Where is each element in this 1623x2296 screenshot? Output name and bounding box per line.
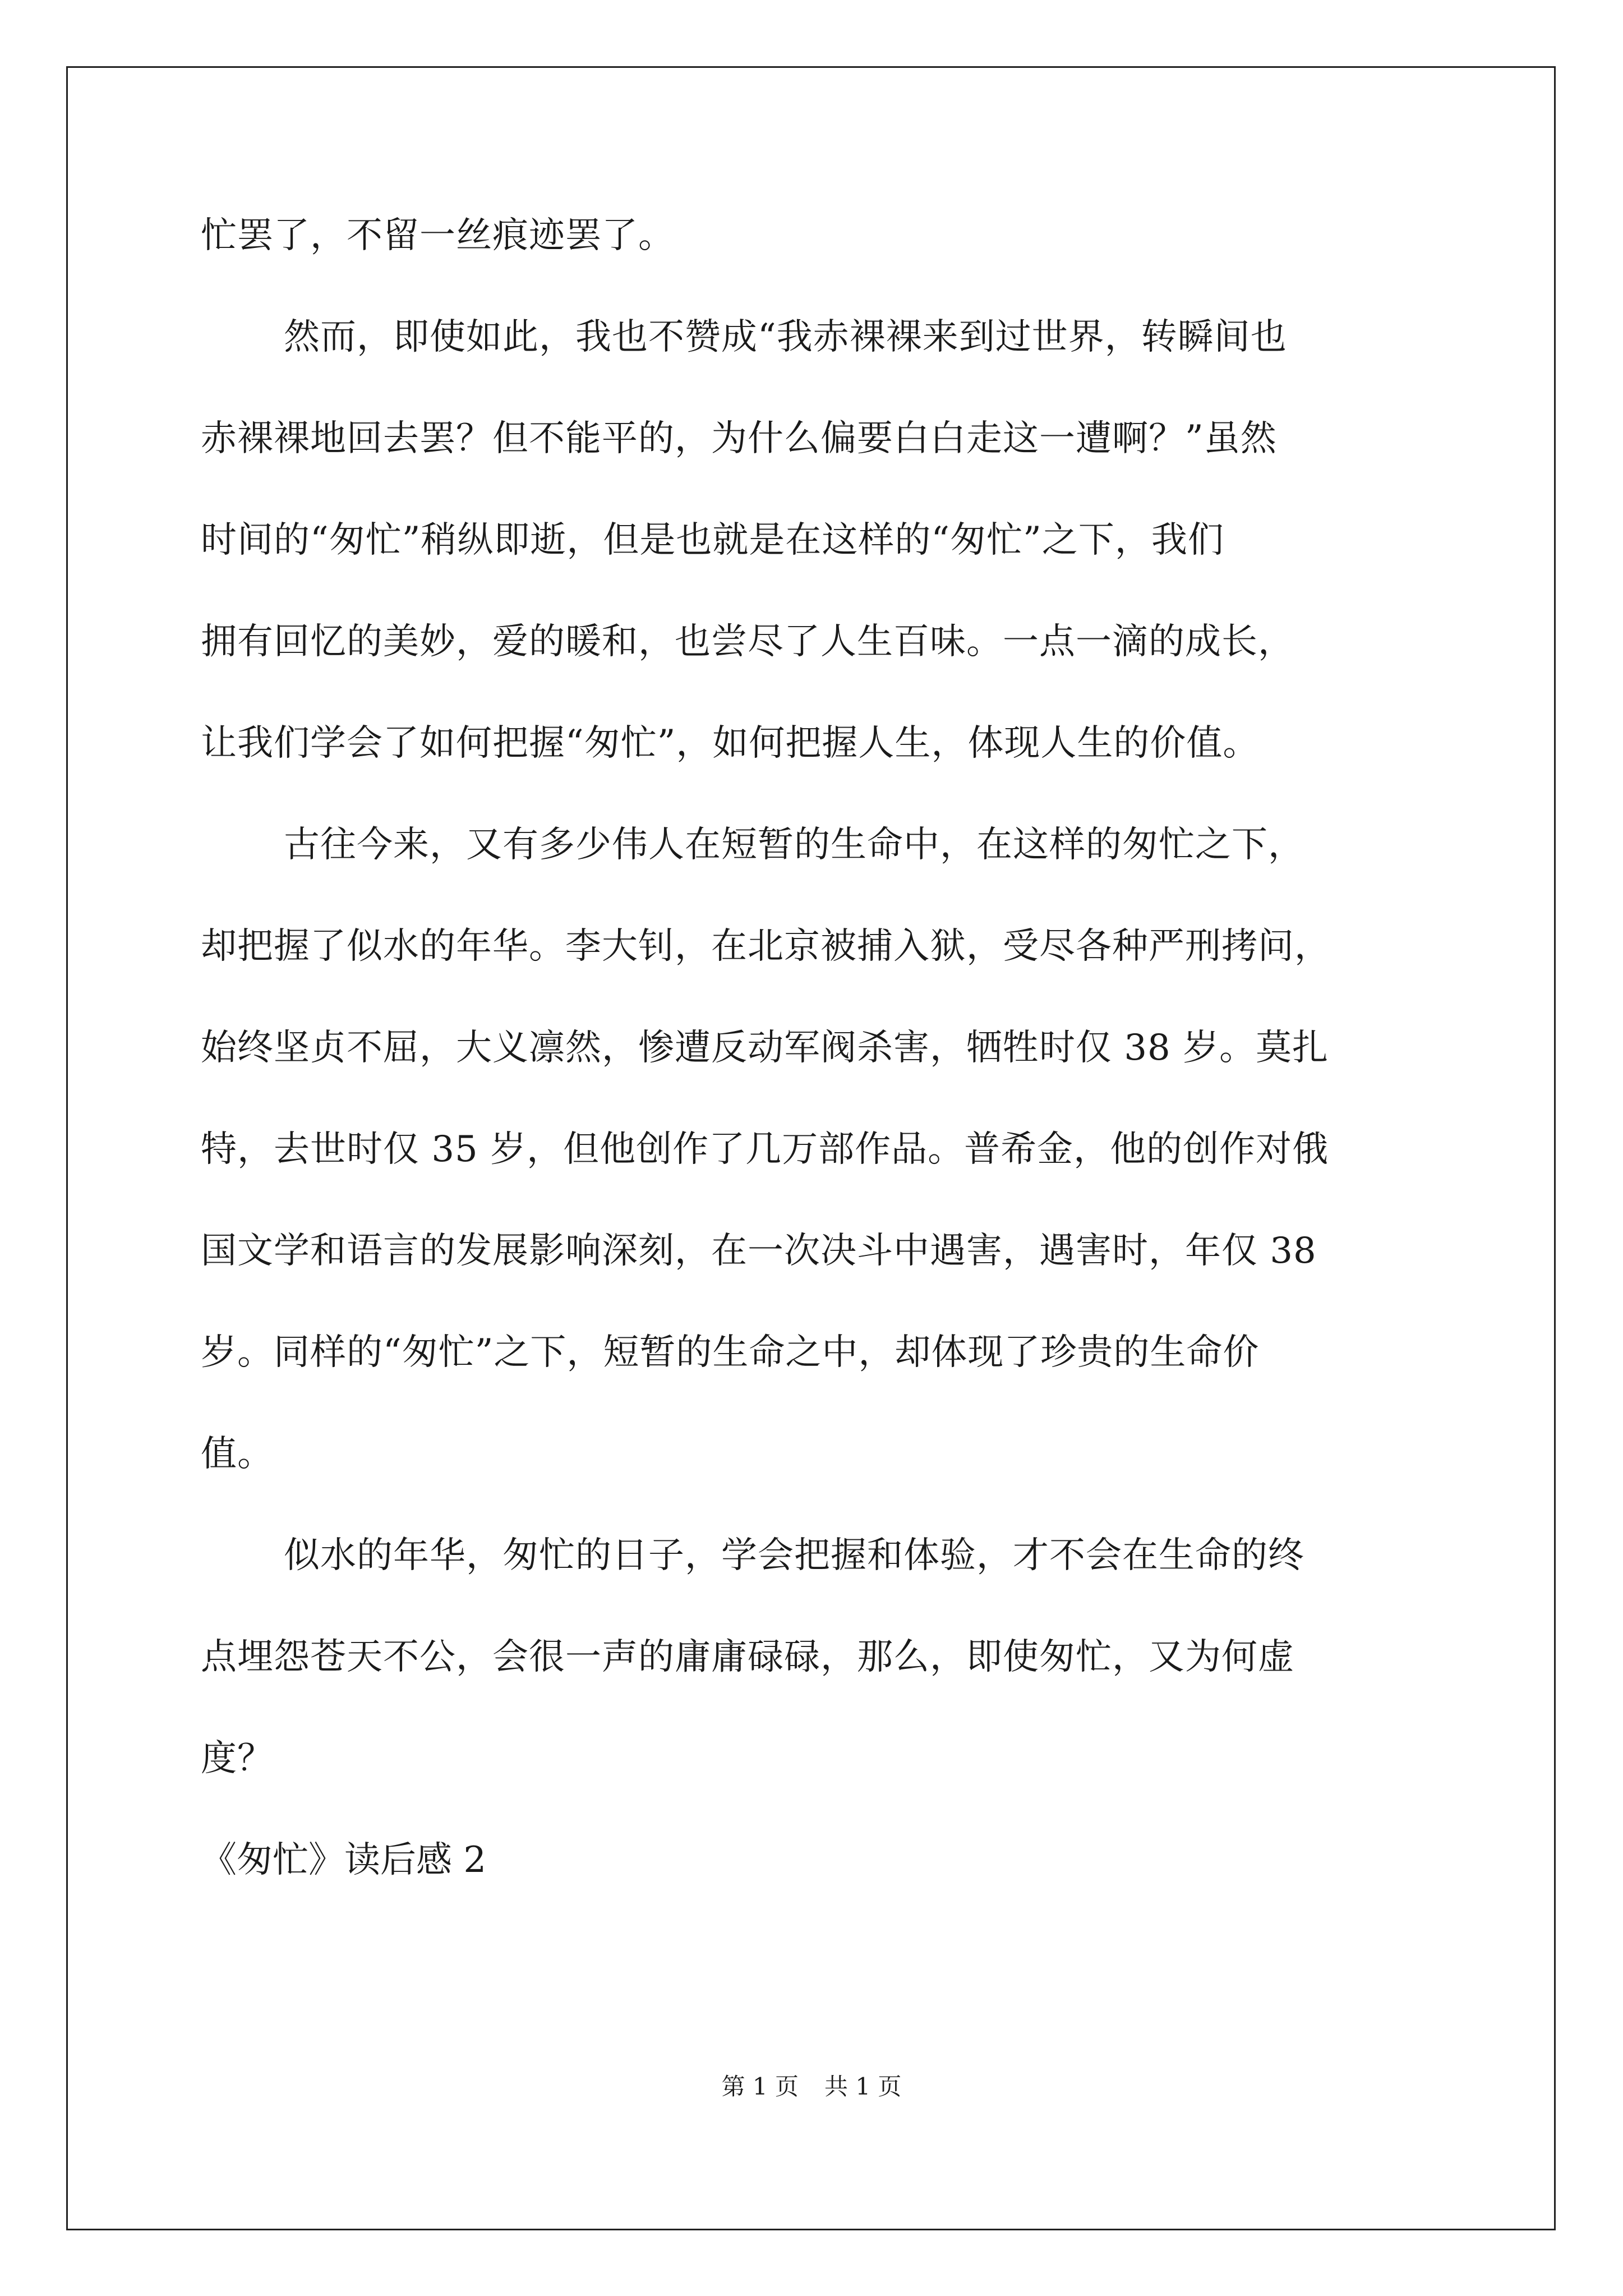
- text-line: 拥有回忆的美妙，爱的暖和，也尝尽了人生百味。一点一滴的成长，: [201, 621, 1294, 662]
- section-heading: 《匆忙》读后感 2: [201, 1839, 487, 1881]
- text-line: 点埋怨苍天不公，会很一声的庸庸碌碌，那么，即使匆忙，又为何虚: [201, 1636, 1294, 1678]
- text-line: 却把握了似水的年华。李大钊，在北京被捕入狱，受尽各种严刑拷问，: [201, 926, 1331, 967]
- text-line: 度？: [201, 1738, 274, 1779]
- text-line: 然而，即使如此，我也不赞成“我赤裸裸来到过世界，转瞬间也: [284, 316, 1287, 358]
- page-footer: [0, 2070, 1623, 2104]
- text-line: 值。: [201, 1433, 274, 1475]
- text-line: 似水的年华，匆忙的日子，学会把握和体验，才不会在生命的终: [284, 1535, 1304, 1576]
- text-line: 国文学和语言的发展影响深刻，在一次决斗中遇害，遇害时，年仅 38: [201, 1230, 1317, 1272]
- document-body: [201, 208, 1435, 1927]
- page-number: 第 1 页: [721, 2073, 799, 2100]
- text-line: 岁。同样的“匆忙”之下，短暂的生命之中，却体现了珍贵的生命价: [201, 1332, 1260, 1373]
- text-line: 特，去世时仅 35 岁，但他创作了几万部作品。普希金，他的创作对俄: [201, 1129, 1329, 1170]
- text-line: 始终坚贞不屈，大义凛然，惨遭反动军阀杀害，牺牲时仅 38 岁。莫扎: [201, 1027, 1329, 1069]
- text-line: 赤裸裸地回去罢？但不能平的，为什么偏要白白走这一遭啊？”虽然: [201, 418, 1277, 459]
- text-line: 古往今来，又有多少伟人在短暂的生命中，在这样的匆忙之下，: [284, 824, 1304, 866]
- text-line: 让我们学会了如何把握“匆忙”，如何把握人生，体现人生的价值。: [201, 723, 1260, 764]
- text-line: 时间的“匆忙”稍纵即逝，但是也就是在这样的“匆忙”之下，我们: [201, 519, 1224, 561]
- text-line: 忙罢了，不留一丝痕迹罢了。: [201, 215, 675, 256]
- page-total: 共 1 页: [824, 2073, 902, 2100]
